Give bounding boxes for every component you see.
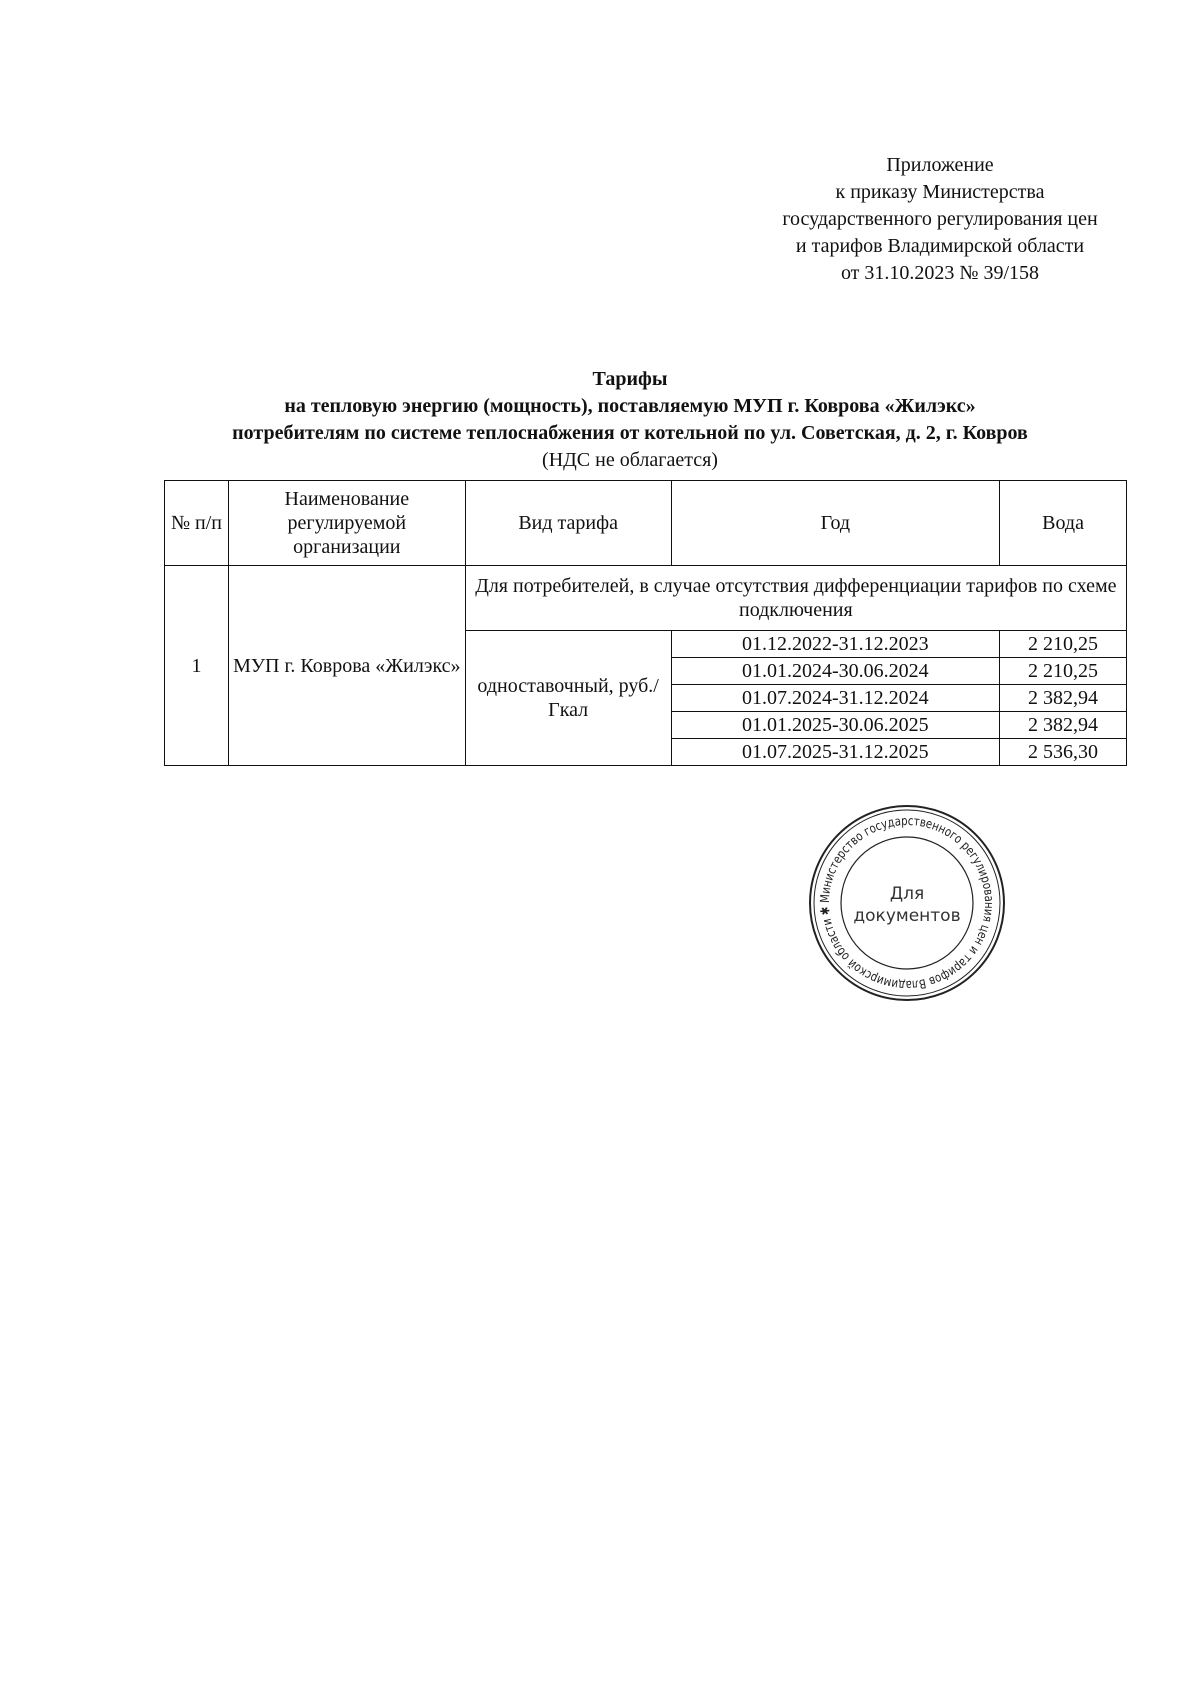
appendix-line-3: государственного регулирования цен [782, 208, 1098, 230]
tariff-table [164, 480, 1127, 766]
stamp-ring-text: Министерство государственного регулирования цен и тарифов Владимирской области ✱ [816, 812, 998, 994]
stamp-center-line-1: Для [889, 884, 925, 904]
table-header-row [165, 481, 1127, 566]
header-water: Вода [1000, 481, 1127, 566]
document-heading [150, 366, 1110, 474]
heading-vat-note: (НДС не облагается) [542, 449, 718, 471]
period-cell: 01.01.2024-30.06.2024 [671, 658, 1000, 685]
tariff-type: одноставочный, руб./Гкал [465, 631, 671, 766]
water-value-cell: 2 210,25 [1000, 658, 1127, 685]
table-row [165, 566, 1127, 631]
water-value-cell: 2 382,94 [1000, 712, 1127, 739]
period-cell: 01.01.2025-30.06.2025 [671, 712, 1000, 739]
header-year: Год [671, 481, 1000, 566]
org-name: МУП г. Коврова «Жилэкс» [228, 566, 465, 766]
stamp-center-line-2: документов [853, 906, 961, 926]
header-org: Наименование регулируемой организации [228, 481, 465, 566]
period-cell: 01.12.2022-31.12.2023 [671, 631, 1000, 658]
appendix-block [740, 152, 1140, 287]
header-num: № п/п [165, 481, 229, 566]
row-number: 1 [165, 566, 229, 766]
water-value-cell: 2 382,94 [1000, 685, 1127, 712]
period-cell: 01.07.2024-31.12.2024 [671, 685, 1000, 712]
water-value-cell: 2 210,25 [1000, 631, 1127, 658]
period-cell: 01.07.2025-31.12.2025 [671, 739, 1000, 766]
appendix-line-5: от 31.10.2023 № 39/158 [840, 262, 1040, 284]
consumers-note: Для потребителей, в случае отсутствия дифференциации тарифов по схеме подключения [465, 566, 1126, 631]
document-title: Тарифы [592, 368, 668, 390]
water-value-cell: 2 536,30 [1000, 739, 1127, 766]
official-stamp [807, 803, 1007, 1003]
heading-line-3: потребителям по системе теплоснабжения от котельной по ул. Советская, д. 2, г. Ковров [232, 422, 1028, 444]
heading-line-2: на тепловую энергию (мощность), поставляемую МУП г. Коврова «Жилэкс» [284, 395, 976, 417]
appendix-line-4: и тарифов Владимирской области [795, 235, 1085, 257]
appendix-line-2: к приказу Министерства [835, 181, 1045, 203]
appendix-line-1: Приложение [886, 154, 994, 176]
header-type: Вид тарифа [465, 481, 671, 566]
